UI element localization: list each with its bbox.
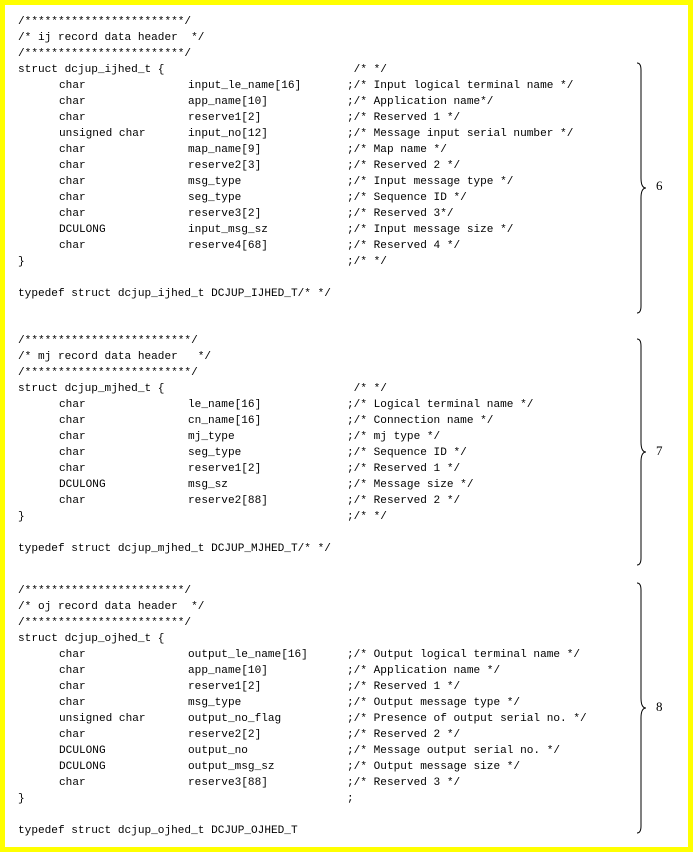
curly-brace-8 (636, 582, 648, 834)
section-number-6: 6 (656, 178, 663, 193)
section-number-7: 7 (656, 443, 663, 458)
curly-brace-6 (636, 62, 648, 314)
curly-brace-7 (636, 338, 648, 566)
section-number-8: 8 (656, 699, 663, 714)
